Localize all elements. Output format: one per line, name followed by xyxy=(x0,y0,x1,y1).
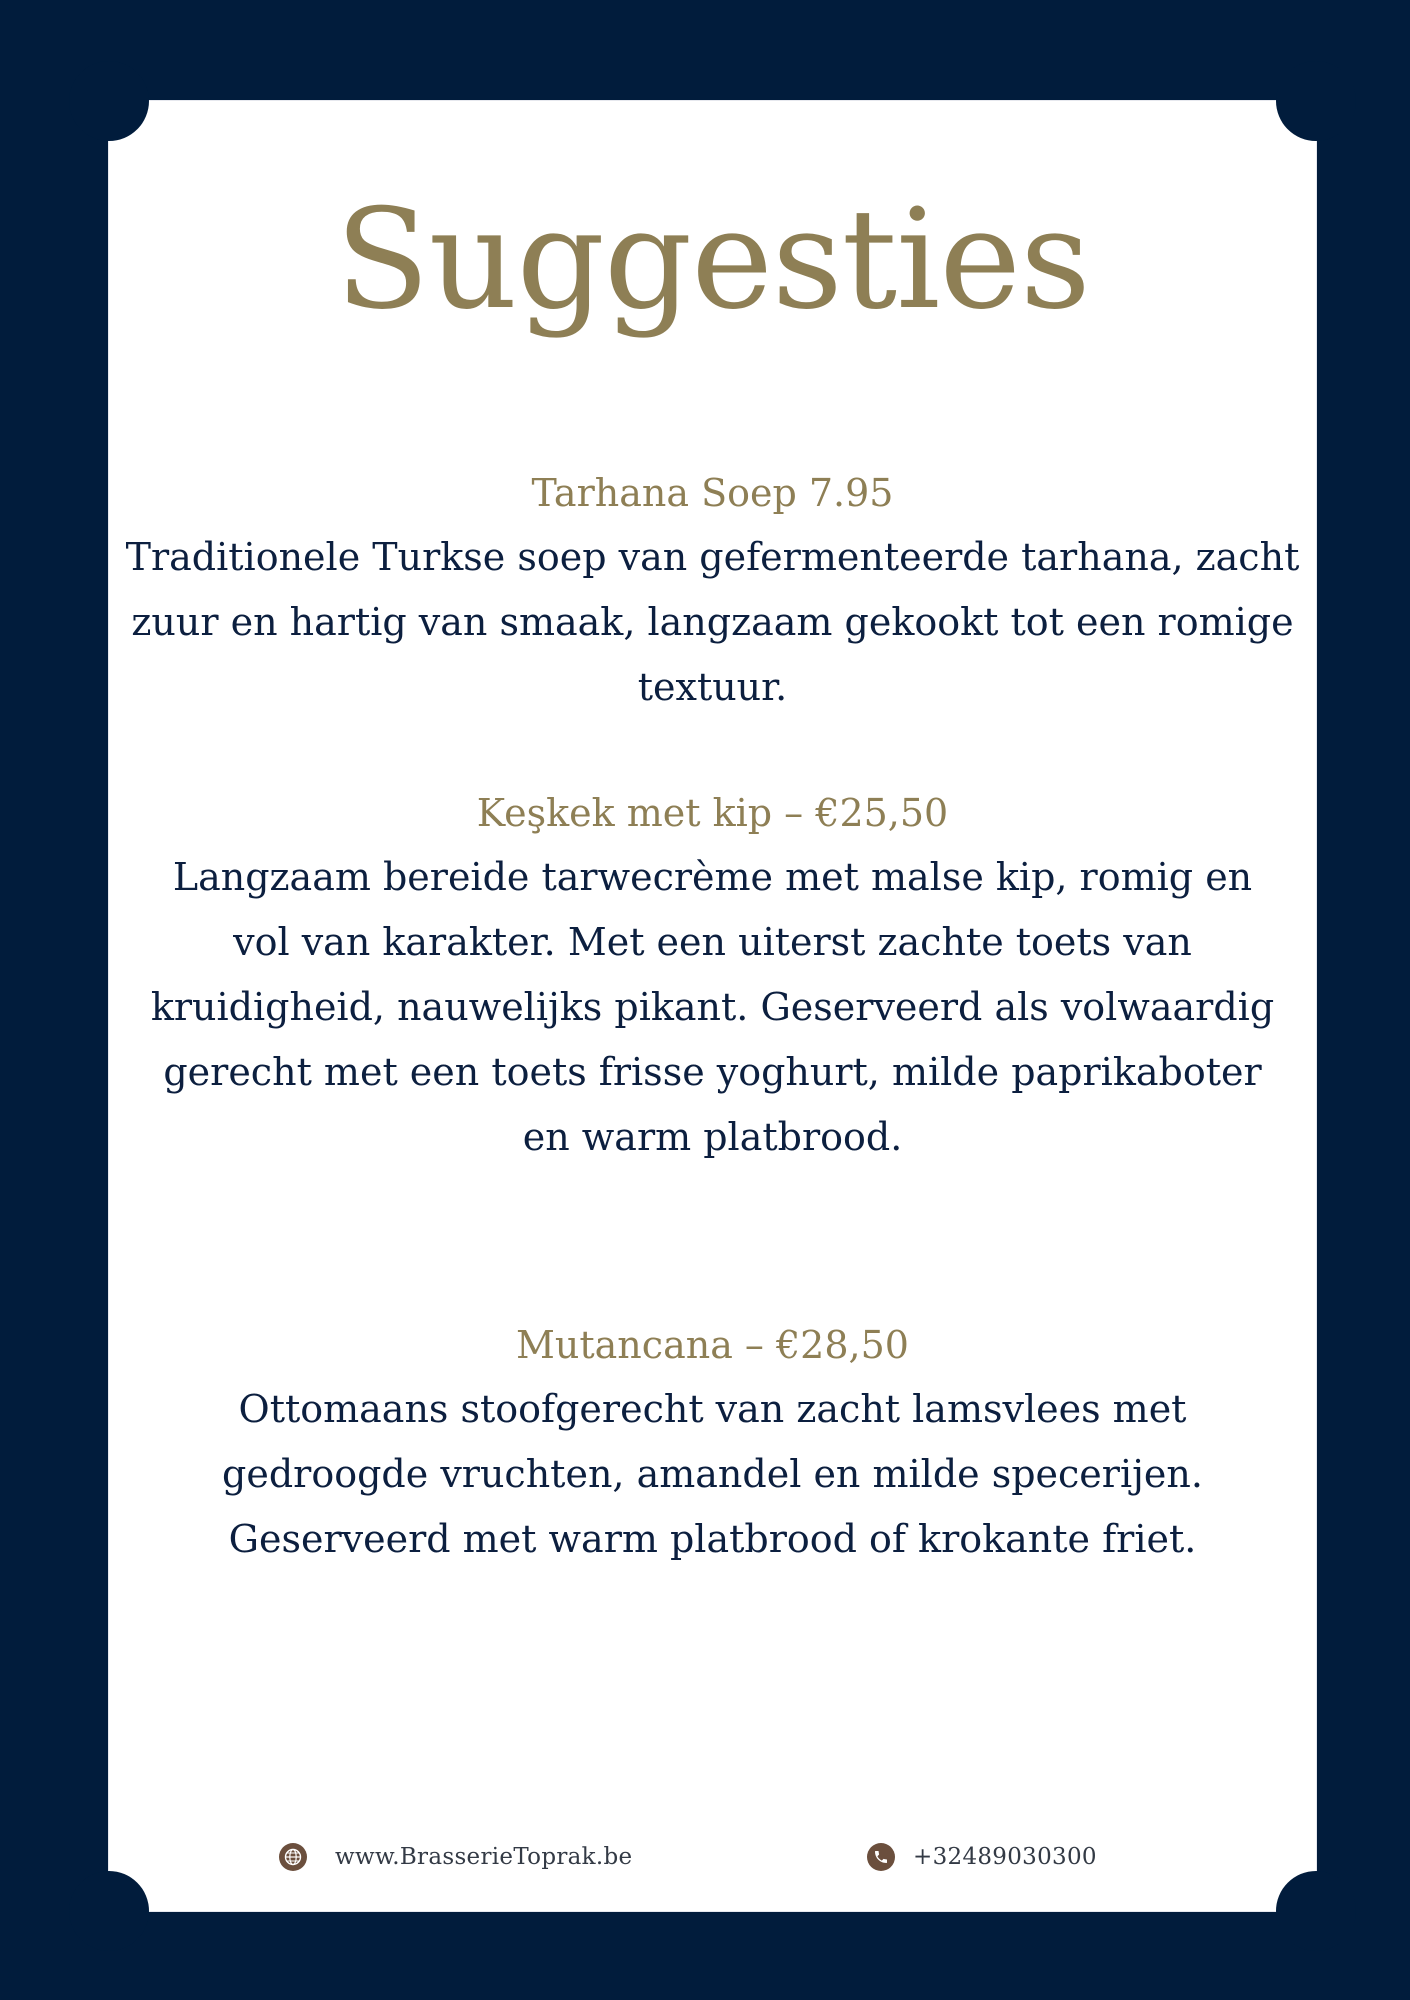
menu-card xyxy=(108,100,1317,1912)
menu-item-description: Traditionele Turkse soep van gefermenteerde tarhana, zacht zuur en hartig van smaak, langzaam gekookt tot een romige textuur. xyxy=(125,535,1300,709)
menu-item-mutancana xyxy=(109,1313,1316,1572)
page-title: Suggesties xyxy=(335,179,1090,340)
phone-icon xyxy=(867,1843,895,1871)
corner-notch xyxy=(1276,1871,1356,1951)
corner-notch xyxy=(69,61,149,141)
menu-item-tarhana xyxy=(109,461,1316,720)
menu-item-keskek xyxy=(109,781,1316,1170)
website-text[interactable]: www.BrasserieToprak.be xyxy=(335,1844,633,1870)
phone-link[interactable] xyxy=(867,1837,1097,1877)
menu-item-description: Langzaam bereide tarwecrème met malse kip, romig en vol van karakter. Met een uiterst zachte toets van kruidigheid, nauwelijks pikant. Geserveerd als volwaardig gerecht met een toets frisse yoghurt, milde paprikaboter en warm platbrood. xyxy=(150,855,1275,1159)
menu-item-name: Mutancana – €28,50 xyxy=(516,1323,909,1367)
menu-item-name: Keşkek met kip – €25,50 xyxy=(476,791,949,835)
phone-text[interactable]: +32489030300 xyxy=(913,1844,1097,1870)
corner-notch xyxy=(69,1871,149,1951)
corner-notch xyxy=(1276,61,1356,141)
website-link[interactable] xyxy=(279,1837,632,1877)
menu-item-name: Tarhana Soep 7.95 xyxy=(531,471,894,515)
globe-icon xyxy=(279,1843,307,1871)
menu-item-description: Ottomaans stoofgerecht van zacht lamsvlees met gedroogde vruchten, amandel en milde specerijen. Geserveerd met warm platbrood of krokante friet. xyxy=(222,1387,1203,1561)
